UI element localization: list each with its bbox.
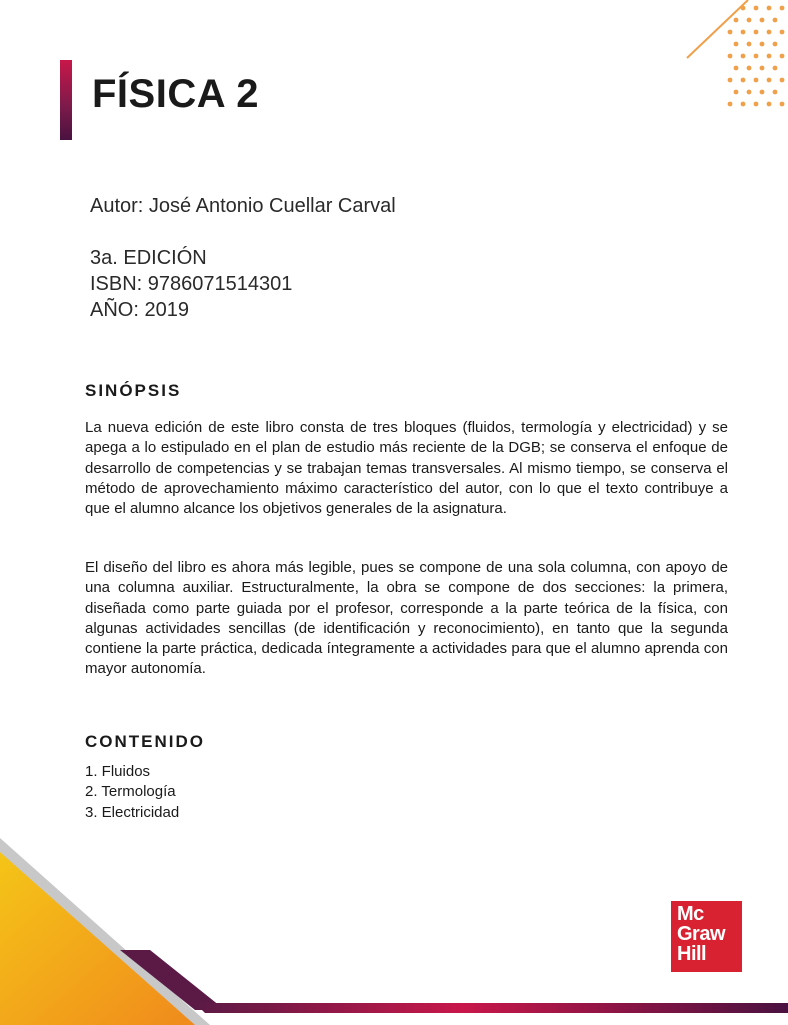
decorative-dot <box>728 102 733 107</box>
synopsis-paragraph: El diseño del libro es ahora más legible, pues se compone de una sola columna, con apoyo de una columna auxiliar. Estructuralmente, la obra se compone de dos secciones: la primera, diseñada como parte guiada por el profesor, corresponde a la parte teórica de la física, con algunas actividades sencillas (de identificación y reconocimiento), en tanto que la segunda contiene la parte práctica, dedicada íntegramente a actividades para que el alumno aprenda con mayor autonomía. <box>85 559 728 678</box>
decorative-dot <box>741 102 746 107</box>
decorative-dot <box>780 78 785 83</box>
decorative-dot <box>734 66 739 71</box>
decorative-dot <box>754 78 759 83</box>
decorative-dot <box>741 30 746 35</box>
decorative-dot <box>747 18 752 23</box>
logo-line: Mc <box>677 903 704 925</box>
decorative-dot <box>780 102 785 107</box>
decorative-dot <box>741 6 746 11</box>
decorative-dot <box>760 66 765 71</box>
decorative-dot <box>767 102 772 107</box>
decorative-dot <box>780 54 785 59</box>
decorative-dot <box>747 42 752 47</box>
decorative-dot <box>760 18 765 23</box>
decorative-dot <box>728 54 733 59</box>
synopsis-heading: SINÓPSIS <box>85 381 182 400</box>
contents-heading: CONTENIDO <box>85 732 205 751</box>
decorative-dot <box>734 90 739 95</box>
decorative-dots-graphic <box>680 0 788 115</box>
decorative-dot <box>767 78 772 83</box>
decorative-dot <box>767 54 772 59</box>
decorative-dot <box>760 42 765 47</box>
page-title: FÍSICA 2 <box>92 72 259 116</box>
title-accent-bar <box>60 60 72 140</box>
footer-gradient-bar <box>195 1003 788 1013</box>
dot-grid <box>728 6 785 107</box>
decorative-dot <box>741 78 746 83</box>
decorative-dot <box>780 30 785 35</box>
decorative-dot <box>754 6 759 11</box>
year-line: AÑO: 2019 <box>90 299 189 321</box>
decorative-dot <box>728 30 733 35</box>
footer-decoration <box>0 820 788 1025</box>
decorative-dot <box>747 66 752 71</box>
logo-line: Graw <box>677 923 726 945</box>
decorative-dot <box>760 90 765 95</box>
contents-item: 3. Electricidad <box>85 803 180 821</box>
decorative-dot <box>767 30 772 35</box>
decorative-dot <box>754 102 759 107</box>
decorative-dot <box>773 90 778 95</box>
isbn-line: ISBN: 9786071514301 <box>90 273 293 295</box>
decorative-dot <box>754 54 759 59</box>
author-line: Autor: José Antonio Cuellar Carval <box>90 195 396 217</box>
decorative-dot <box>780 6 785 11</box>
decorative-diagonal-line <box>687 0 748 58</box>
decorative-dot <box>734 18 739 23</box>
contents-list <box>85 762 179 823</box>
decorative-dot <box>773 42 778 47</box>
decorative-dot <box>773 66 778 71</box>
contents-item: 2. Termología <box>85 783 176 801</box>
edition-line: 3a. EDICIÓN <box>90 247 207 269</box>
decorative-dot <box>754 30 759 35</box>
decorative-dot <box>741 54 746 59</box>
decorative-dot <box>773 18 778 23</box>
decorative-dot <box>734 42 739 47</box>
decorative-dot <box>767 6 772 11</box>
publisher-logo <box>671 901 742 972</box>
synopsis-paragraph: La nueva edición de este libro consta de tres bloques (fluidos, termología y electricidad) y se apega a lo estipulado en el plan de estudio más reciente de la DGB; se conserva el enfoque de desarrollo de competencias y se trabajan temas transversales. Al mismo tiempo, se conserva el método de aprovechamiento máximo característico del autor, con lo que el texto contribuye a que el alumno alcance los objetivos generales de la asignatura. <box>85 419 728 518</box>
contents-item: 1. Fluidos <box>85 763 151 780</box>
logo-line: Hill <box>677 943 707 965</box>
decorative-dot <box>728 78 733 83</box>
decorative-dot <box>747 90 752 95</box>
